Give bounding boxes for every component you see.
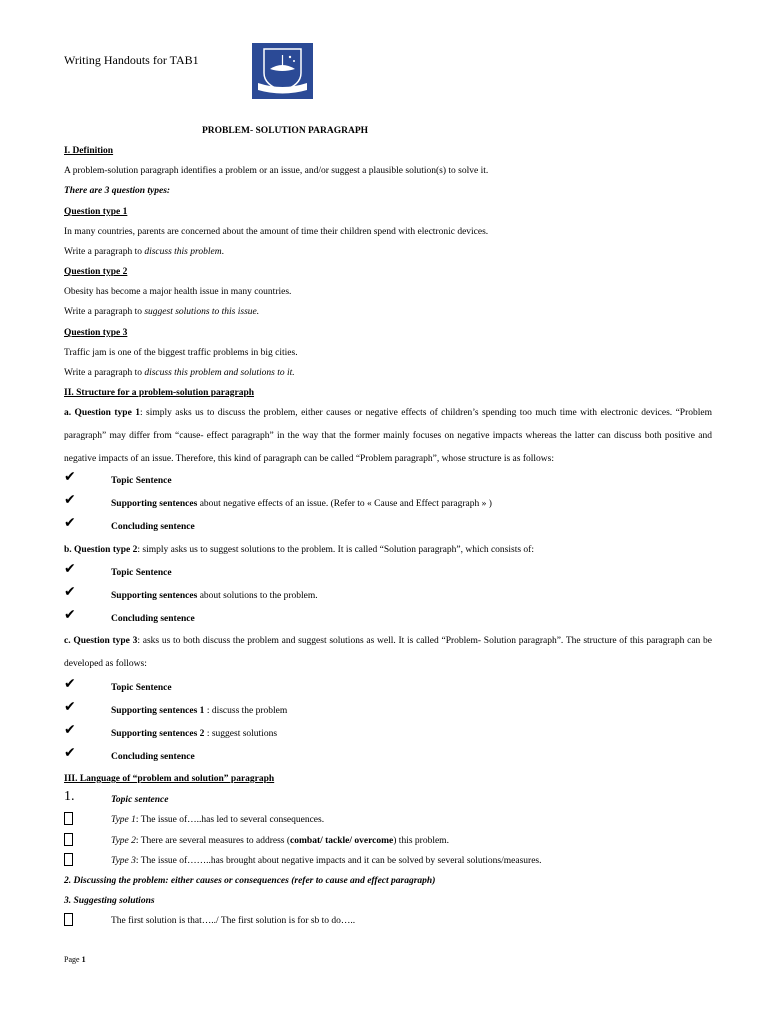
question-type-1-text: In many countries, parents are concerned about the amount of time their children spend with electronic devices. [64, 227, 489, 237]
list-item: Concluding sentence [111, 522, 195, 532]
box-icon [64, 853, 73, 866]
type-1-line: Type 1: The issue of…..has led to several consequences. [111, 815, 325, 825]
box-icon [64, 812, 73, 825]
list-item: Topic Sentence [111, 568, 172, 578]
question-type-2-task: Write a paragraph to suggest solutions to this issue. [64, 307, 260, 317]
check-icon: ✔ [64, 676, 76, 692]
discussing-problem-heading: 2. Discussing the problem: either causes or consequences (refer to cause and effect paragraph) [64, 876, 436, 886]
check-icon: ✔ [64, 699, 76, 715]
question-type-2-heading: Question type 2 [64, 267, 128, 277]
section-heading-definition: I. Definition [64, 146, 114, 156]
list-item: Concluding sentence [111, 614, 195, 624]
type-2-line: Type 2: There are several measures to address (combat/ tackle/ overcome) this problem. [111, 836, 449, 846]
check-icon: ✔ [64, 722, 76, 738]
question-type-2-text: Obesity has become a major health issue in many countries. [64, 287, 292, 297]
check-icon: ✔ [64, 492, 76, 508]
question-type-1-task: Write a paragraph to discuss this problem. [64, 247, 224, 257]
question-types-intro: There are 3 question types: [64, 186, 171, 196]
section-heading-structure: II. Structure for a problem-solution paragraph [64, 388, 255, 398]
list-item: Supporting sentences 2 : suggest solutions [111, 729, 278, 739]
page-number: Page 1 [64, 955, 86, 964]
list-item: Topic Sentence [111, 476, 172, 486]
check-icon: ✔ [64, 561, 76, 577]
question-type-1-heading: Question type 1 [64, 207, 128, 217]
question-type-3-heading: Question type 3 [64, 328, 128, 338]
definition-text: A problem-solution paragraph identifies a problem or an issue, and/or suggest a plausible solution(s) to solve it. [64, 166, 489, 176]
list-item: Supporting sentences about negative effects of an issue. (Refer to « Cause and Effect paragraph » ) [111, 499, 492, 509]
check-icon: ✔ [64, 745, 76, 761]
list-item: Supporting sentences about solutions to the problem. [111, 591, 318, 601]
list-item: Concluding sentence [111, 752, 195, 762]
box-icon [64, 833, 73, 846]
list-item: Topic Sentence [111, 683, 172, 693]
topic-sentence-label: Topic sentence [111, 795, 169, 805]
check-icon: ✔ [64, 469, 76, 485]
check-icon: ✔ [64, 584, 76, 600]
university-logo [252, 43, 313, 99]
type-3-line: Type 3: The issue of……..has brought about negative impacts and it can be solved by several solutions/measures. [111, 856, 542, 866]
handout-title: Writing Handouts for TAB1 [64, 53, 199, 67]
structure-c-paragraph: c. Question type 3: asks us to both discuss the problem and suggest solutions as well. It is called “Problem- Solution paragraph”. The structure of this paragraph can be developed as follows: [64, 636, 712, 669]
solution-line: The first solution is that…../ The first solution is for sb to do….. [111, 916, 356, 926]
question-type-3-text: Traffic jam is one of the biggest traffic problems in big cities. [64, 348, 298, 358]
structure-b-paragraph: b. Question type 2: simply asks us to suggest solutions to the problem. It is called “Solution paragraph”, which consists of: [64, 545, 534, 555]
section-heading-language: III. Language of “problem and solution” paragraph [64, 774, 275, 784]
suggesting-solutions-heading: 3. Suggesting solutions [64, 896, 155, 906]
structure-a-paragraph: a. Question type 1: simply asks us to discuss the problem, either causes or negative effects of children’s spending too much time with electronic devices. “Problem paragraph” may differ from “cause- effect paragraph” in the way that the former mainly focuses on negative impacts whereas the latter can discuss both positive and negative impacts of an issue. Therefore, this kind of paragraph can be called “Problem paragraph”, whose structure is as follows: [64, 408, 712, 464]
check-icon: ✔ [64, 515, 76, 531]
box-icon [64, 913, 73, 926]
check-icon: ✔ [64, 607, 76, 623]
list-item: Supporting sentences 1 : discuss the problem [111, 706, 288, 716]
document-title: PROBLEM- SOLUTION PARAGRAPH [201, 126, 369, 136]
list-number: 1. [64, 789, 75, 804]
question-type-3-task: Write a paragraph to discuss this problem and solutions to it. [64, 368, 295, 378]
